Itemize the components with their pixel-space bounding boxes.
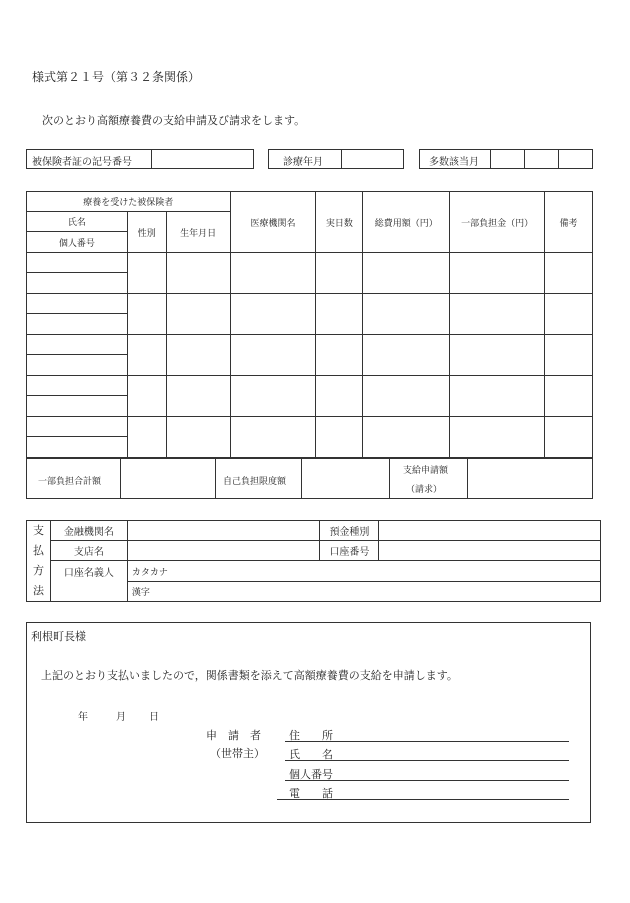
bank-name-field[interactable] <box>127 521 320 541</box>
days-header: 実日数 <box>316 192 363 253</box>
row4-total[interactable] <box>363 376 450 417</box>
row4-remarks[interactable] <box>545 376 593 417</box>
patient-group-header: 療養を受けた被保険者 <box>27 192 231 212</box>
totals-row <box>26 458 593 499</box>
branch-name-field[interactable] <box>127 541 320 561</box>
request-amount-field[interactable] <box>468 459 592 498</box>
row3-days[interactable] <box>316 335 363 376</box>
householder-label: （世帯主） <box>210 747 265 760</box>
row2-total[interactable] <box>363 294 450 335</box>
row2-institution[interactable] <box>230 294 316 335</box>
row1-remarks[interactable] <box>545 253 593 294</box>
partial-total-field[interactable] <box>121 459 214 498</box>
birthdate-header: 生年月日 <box>166 212 230 253</box>
row1-birthdate[interactable] <box>166 253 230 294</box>
row2-remarks[interactable] <box>545 294 593 335</box>
remarks-header: 備考 <box>545 192 593 253</box>
total-cost-header: 総費用額（円） <box>363 192 450 253</box>
insurance-symbol-box <box>26 149 254 169</box>
name-line[interactable] <box>285 760 569 761</box>
institution-header: 医療機関名 <box>230 192 316 253</box>
personal-number-header: 個人番号 <box>27 232 128 253</box>
row4-name[interactable] <box>27 376 128 396</box>
intro-text: 次のとおり高額療養費の支給申請及び請求をします。 <box>42 114 306 127</box>
deposit-type-field[interactable] <box>379 521 601 541</box>
row2-personal-number[interactable] <box>27 314 128 335</box>
account-holder-kanji-field[interactable] <box>127 582 600 602</box>
addressee: 利根町長様 <box>31 630 86 643</box>
row4-days[interactable] <box>316 376 363 417</box>
partial-burden-header: 一部負担金（円） <box>450 192 545 253</box>
name-header: 氏名 <box>27 212 128 232</box>
gender-header: 性別 <box>127 212 166 253</box>
payment-table <box>26 520 601 602</box>
applicant-personal-number-label: 個人番号 <box>289 768 333 781</box>
row1-total[interactable] <box>363 253 450 294</box>
row5-personal-number[interactable] <box>27 437 128 458</box>
declaration-statement: 上記のとおり支払いましたので，関係書類を添えて高額療養費の支給を申請します。 <box>41 669 458 682</box>
row5-birthdate[interactable] <box>166 417 230 458</box>
applicant-label: 申 請 者 <box>206 729 261 742</box>
row5-gender[interactable] <box>127 417 166 458</box>
row3-personal-number[interactable] <box>27 355 128 376</box>
deposit-type-label: 預金種別 <box>320 521 379 541</box>
row3-name[interactable] <box>27 335 128 355</box>
row2-name[interactable] <box>27 294 128 314</box>
row3-institution[interactable] <box>230 335 316 376</box>
treatment-month-label: 診療年月 <box>283 157 323 168</box>
month-label: 月 <box>116 712 126 723</box>
account-number-field[interactable] <box>379 541 601 561</box>
row4-birthdate[interactable] <box>166 376 230 417</box>
treatment-month-field[interactable] <box>342 150 402 168</box>
self-limit-label: 自己負担限度額 <box>223 477 287 487</box>
account-holder-label: 口座名義人 <box>50 561 127 602</box>
row2-days[interactable] <box>316 294 363 335</box>
phone-line[interactable] <box>277 799 569 800</box>
multiple-month-label: 多数該当月 <box>429 157 479 168</box>
year-label: 年 <box>78 712 88 723</box>
multiple-month-box <box>419 149 593 169</box>
account-holder-katakana-field[interactable] <box>127 561 600 582</box>
main-table <box>26 191 593 458</box>
row2-birthdate[interactable] <box>166 294 230 335</box>
row4-personal-number[interactable] <box>27 396 128 417</box>
row2-partial[interactable] <box>450 294 545 335</box>
personal-number-line[interactable] <box>285 780 569 781</box>
row4-gender[interactable] <box>127 376 166 417</box>
katakana-label: カタカナ <box>131 567 168 578</box>
multiple-month-field-2[interactable] <box>525 150 557 168</box>
request-claim-label: （請求） <box>406 485 443 495</box>
row5-partial[interactable] <box>450 417 545 458</box>
row5-total[interactable] <box>363 417 450 458</box>
row1-gender[interactable] <box>127 253 166 294</box>
row5-days[interactable] <box>316 417 363 458</box>
row3-gender[interactable] <box>127 335 166 376</box>
multiple-month-field-3[interactable] <box>559 150 591 168</box>
branch-name-label: 支店名 <box>50 541 127 561</box>
row1-days[interactable] <box>316 253 363 294</box>
kanji-label: 漢字 <box>131 588 150 598</box>
payment-method-side-label <box>27 521 51 602</box>
bank-name-label: 金融機関名 <box>50 521 127 541</box>
day-label: 日 <box>149 712 159 723</box>
treatment-month-box <box>268 149 404 169</box>
form-number: 様式第２１号（第３２条関係） <box>32 70 201 84</box>
row5-name[interactable] <box>27 417 128 437</box>
row4-partial[interactable] <box>450 376 545 417</box>
row1-personal-number[interactable] <box>27 273 128 294</box>
phone-label: 電 話 <box>289 787 333 800</box>
row2-gender[interactable] <box>127 294 166 335</box>
row3-remarks[interactable] <box>545 335 593 376</box>
insurance-symbol-label: 被保険者証の記号番号 <box>32 157 132 168</box>
side-char-3: 方 <box>32 564 44 577</box>
side-char-2: 払 <box>32 544 44 557</box>
address-line[interactable] <box>285 741 569 742</box>
row5-institution[interactable] <box>230 417 316 458</box>
partial-total-label: 一部負担合計額 <box>38 477 102 487</box>
side-char-4: 法 <box>32 584 44 597</box>
row1-partial[interactable] <box>450 253 545 294</box>
row1-institution[interactable] <box>230 253 316 294</box>
row4-institution[interactable] <box>230 376 316 417</box>
row3-birthdate[interactable] <box>166 335 230 376</box>
applicant-name-label: 氏 名 <box>289 748 333 761</box>
multiple-month-field-1[interactable] <box>491 150 523 168</box>
row3-total[interactable] <box>363 335 450 376</box>
self-limit-field[interactable] <box>302 459 388 498</box>
side-char-1: 支 <box>32 524 44 537</box>
row5-remarks[interactable] <box>545 417 593 458</box>
declaration-box <box>26 622 591 823</box>
row1-name[interactable] <box>27 253 128 273</box>
row3-partial[interactable] <box>450 335 545 376</box>
insurance-symbol-field[interactable] <box>152 150 252 168</box>
request-amount-label: 支給申請額 <box>403 466 449 476</box>
address-label: 住 所 <box>289 729 333 742</box>
account-number-label: 口座番号 <box>320 541 379 561</box>
